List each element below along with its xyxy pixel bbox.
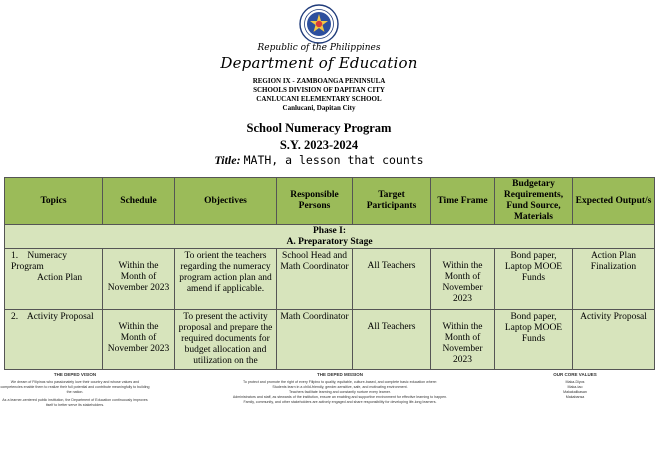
table-header-row <box>5 178 655 225</box>
topic-line1: Activity Proposal <box>26 312 94 322</box>
mission-line: Teachers facilitate learning and constantly nurture every learner. <box>289 390 391 394</box>
topic-line1: Numeracy Program <box>11 251 67 272</box>
phase-row <box>5 225 655 249</box>
document-subtitle <box>0 153 638 168</box>
time-frame-cell: Within the Month of November 2023 <box>431 249 495 310</box>
topic-cell <box>5 310 103 370</box>
vision-text: We dream of Filipinos who passionately love their country and whose values and competencies enable them to realize their full potential and contribute meaningfully to building the nation. <box>0 380 150 394</box>
schedule-cell: Within the Month of November 2023 <box>103 310 175 370</box>
time-frame-cell: Within the Month of November 2023 <box>431 310 495 370</box>
mission-statement-text: As a learner-centered public institution, the Department of Education continuously improves itself to better serve its stakeholders. <box>2 398 148 407</box>
core-value: Maka-tao <box>567 385 583 389</box>
region-line: REGION IX - ZAMBOANGA PENINSULA <box>252 77 386 85</box>
budget-cell: Bond paper, Laptop MOOE Funds <box>495 249 573 310</box>
core-values-title: OUR CORE VALUES <box>553 372 597 377</box>
phase-cell <box>5 225 655 249</box>
phase-title: Phase I: <box>313 226 346 236</box>
header-participants: Target Participants <box>353 178 431 225</box>
header-output: Expected Output/s <box>573 178 655 225</box>
participants-cell: All Teachers <box>353 249 431 310</box>
vision-section <box>0 372 150 408</box>
topic-number: 1. <box>11 251 19 261</box>
topic-number: 2. <box>11 312 19 322</box>
schedule-cell: Within the Month of November 2023 <box>103 249 175 310</box>
responsible-cell: Math Coordinator <box>277 310 353 370</box>
core-value: Makabansa <box>565 395 585 399</box>
objectives-cell: To present the activity proposal and prepare the required documents for budget allocation and utilization on the <box>175 310 277 370</box>
topic-cell <box>5 249 103 310</box>
table-row <box>5 249 655 310</box>
header-objectives: Objectives <box>175 178 277 225</box>
mission-line: Students learn in a child-friendly, gender-sensitive, safe, and motivating environment. <box>272 385 408 389</box>
mission-section <box>180 372 500 405</box>
header-time-frame: Time Frame <box>431 178 495 225</box>
core-value: Makakalikasan <box>563 390 587 394</box>
school-line: CANLUCANI ELEMENTARY SCHOOL <box>256 95 382 103</box>
subtitle-value: MATH, a lesson that counts <box>243 153 424 167</box>
budget-cell: Bond paper, Laptop MOOE Funds <box>495 310 573 370</box>
division-line: SCHOOLS DIVISION OF DAPITAN CITY <box>253 86 385 94</box>
output-cell: Action Plan Finalization <box>573 249 655 310</box>
address-line: Canlucani, Dapitan City <box>282 104 356 112</box>
header-budget: Budgetary Requirements, Fund Source, Materials <box>495 178 573 225</box>
document-title: School Numeracy Program <box>246 121 392 135</box>
header-schedule: Schedule <box>103 178 175 225</box>
vision-title: THE DEPED VISION <box>53 372 97 377</box>
core-values-section <box>520 372 630 400</box>
deped-seal-icon <box>299 4 339 44</box>
core-value: Maka-Diyos <box>565 380 585 384</box>
department-name: Department of Education <box>220 54 418 72</box>
footer <box>0 368 638 426</box>
mission-line: Administrators and staff, as stewards of the institution, ensure an enabling and supportive environment for effective learning to happen. <box>232 395 448 399</box>
subtitle-label: Title: <box>214 153 241 167</box>
phase-subtitle: A. Preparatory Stage <box>286 237 373 247</box>
participants-cell: All Teachers <box>353 310 431 370</box>
action-plan-table <box>4 177 655 370</box>
output-cell: Activity Proposal <box>573 310 655 370</box>
header-responsible: Responsible Persons <box>277 178 353 225</box>
topic-line2: Action Plan <box>37 273 83 283</box>
header-topics: Topics <box>5 178 103 225</box>
objectives-cell: To orient the teachers regarding the numeracy program action plan and amend if applicable. <box>175 249 277 310</box>
table-row <box>5 310 655 370</box>
mission-line: Family, community, and other stakeholders are actively engaged and share responsibility for developing life-long learners. <box>243 400 437 404</box>
responsible-cell: School Head and Math Coordinator <box>277 249 353 310</box>
mission-title: THE DEPED MISSION <box>316 372 363 377</box>
school-year: S.Y. 2023-2024 <box>279 138 359 152</box>
republic-line: Republic of the Philippines <box>257 43 381 53</box>
mission-line: To protect and promote the right of every Filipino to quality, equitable, culture-based, and complete basic education where: <box>243 380 437 384</box>
